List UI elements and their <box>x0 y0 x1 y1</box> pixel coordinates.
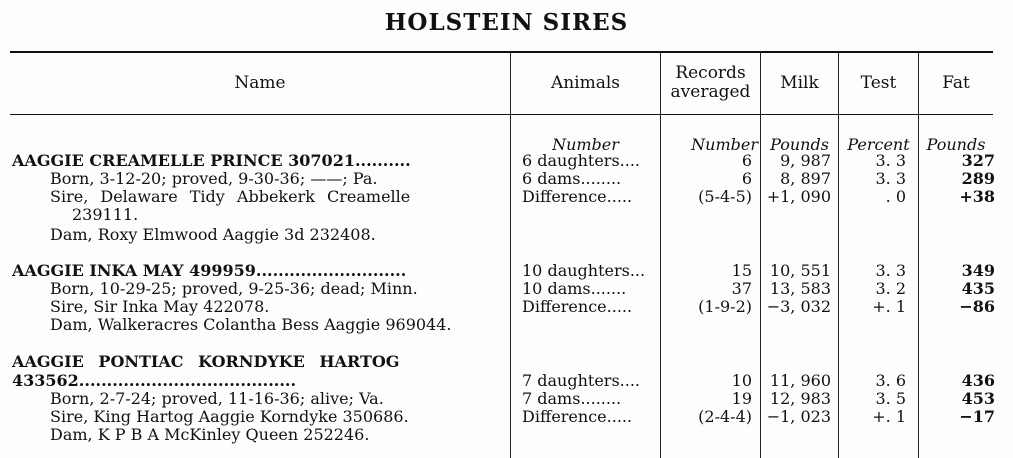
unit-test: Percent <box>847 135 910 154</box>
test-cell: +. 1 <box>872 297 906 316</box>
fat-cell: 436 <box>961 371 995 390</box>
header-milk: Milk <box>780 72 819 93</box>
test-cell: +. 1 <box>872 407 906 426</box>
fat-cell: +38 <box>959 187 995 206</box>
fat-cell: 435 <box>961 279 995 298</box>
sire-name: AAGGIE INKA MAY 499959........................... <box>12 261 407 280</box>
milk-cell: +1, 090 <box>766 187 831 206</box>
animals-cell: 7 daughters.... <box>522 371 640 390</box>
animals-cell: 7 dams........ <box>522 389 622 408</box>
header-fat: Fat <box>942 72 970 93</box>
test-cell: 3. 6 <box>875 371 906 390</box>
fat-cell: 289 <box>961 169 995 188</box>
sire-sire-cont: 239111. <box>72 205 139 224</box>
sire-name: AAGGIE CREAMELLE PRINCE 307021.......... <box>12 151 411 170</box>
milk-cell: 9, 987 <box>780 151 831 170</box>
sire-dam: Dam, Roxy Elmwood Aaggie 3d 232408. <box>50 225 376 244</box>
sire-sire: Sire, King Hartog Aaggie Korndyke 350686. <box>50 407 409 426</box>
milk-cell: 10, 551 <box>769 261 831 280</box>
records-cell: (2-4-4) <box>698 407 752 426</box>
fat-cell: −86 <box>959 297 995 316</box>
header-rule <box>10 114 993 115</box>
unit-milk: Pounds <box>770 135 829 154</box>
milk-cell: 8, 897 <box>780 169 831 188</box>
header-test: Test <box>860 72 897 93</box>
test-cell: 3. 5 <box>875 389 906 408</box>
records-cell: 10 <box>731 371 752 390</box>
header-records: Records averaged <box>670 63 751 102</box>
milk-cell: 12, 983 <box>769 389 831 408</box>
animals-cell: Difference..... <box>522 187 633 206</box>
animals-cell: 10 daughters... <box>522 261 646 280</box>
header-animals: Animals <box>550 72 621 93</box>
records-cell: 19 <box>731 389 752 408</box>
header-name: Name <box>234 72 286 93</box>
records-cell: (1-9-2) <box>698 297 752 316</box>
animals-cell: Difference..... <box>522 407 633 426</box>
page-title: HOLSTEIN SIRES <box>384 9 629 36</box>
fat-cell: 349 <box>961 261 995 280</box>
unit-fat: Pounds <box>926 135 986 154</box>
milk-cell: 11, 960 <box>769 371 831 390</box>
sire-born: Born, 2-7-24; proved, 11-16-36; alive; Va. <box>50 389 384 408</box>
sire-dam: Dam, K P B A McKinley Queen 252246. <box>50 425 370 444</box>
milk-cell: 13, 583 <box>769 279 831 298</box>
animals-cell: Difference..... <box>522 297 633 316</box>
test-cell: . 0 <box>885 187 906 206</box>
records-cell: 6 <box>741 151 752 170</box>
milk-cell: −1, 023 <box>766 407 831 426</box>
sire-sire: Sire, Delaware Tidy Abbekerk Creamelle <box>50 187 411 206</box>
sire-born: Born, 3-12-20; proved, 9-30-36; ——; Pa. <box>50 169 378 188</box>
sire-name: AAGGIE PONTIAC KORNDYKE HARTOG <box>12 352 400 371</box>
records-cell: 6 <box>741 169 752 188</box>
records-cell: (5-4-5) <box>698 187 752 206</box>
sire-dam: Dam, Walkeracres Colantha Bess Aaggie 969044. <box>50 315 452 334</box>
records-cell: 37 <box>731 279 752 298</box>
col-divider <box>510 52 511 458</box>
animals-cell: 10 dams....... <box>522 279 627 298</box>
fat-cell: −17 <box>959 407 995 426</box>
test-cell: 3. 3 <box>875 151 906 170</box>
animals-cell: 6 daughters.... <box>522 151 640 170</box>
sire-born: Born, 10-29-25; proved, 9-25-36; dead; Minn. <box>50 279 418 298</box>
animals-cell: 6 dams........ <box>522 169 622 188</box>
sire-sire: Sire, Sir Inka May 422078. <box>50 297 270 316</box>
test-cell: 3. 3 <box>875 261 906 280</box>
milk-cell: −3, 032 <box>766 297 831 316</box>
unit-records: Number <box>691 135 758 154</box>
sire-name-cont: 433562....................................... <box>12 371 297 390</box>
fat-cell: 327 <box>961 151 995 170</box>
test-cell: 3. 3 <box>875 169 906 188</box>
records-cell: 15 <box>731 261 752 280</box>
fat-cell: 453 <box>961 389 995 408</box>
test-cell: 3. 2 <box>875 279 906 298</box>
top-rule <box>10 51 993 53</box>
unit-animals: Number <box>552 135 619 154</box>
